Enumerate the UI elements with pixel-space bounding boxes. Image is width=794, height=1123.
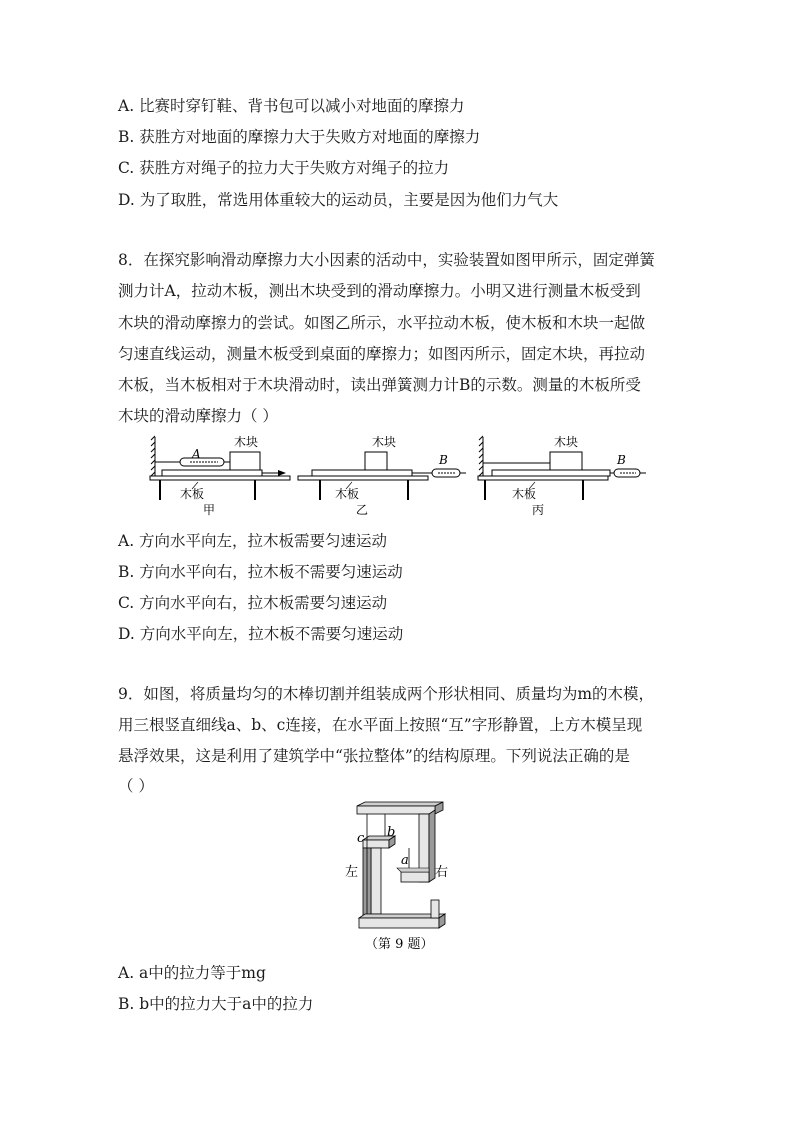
spring-scale-a [180,458,230,466]
panel-label-jia: 甲 [203,503,216,517]
q9-figure [335,800,465,955]
q8-stem-line-3: 木块的滑动摩擦力的尝试。如图乙所示，水平拉动木板，使木板和木块一起做 [118,314,646,332]
label-board-bing: 木板 [512,487,537,501]
label-board-jia: 木板 [180,487,205,501]
q8-option-b: B. 方向水平向右，拉木板不需要匀速运动 [118,563,403,581]
q7-option-c: C. 获胜方对绳子的拉力大于失败方对绳子的拉力 [118,159,450,177]
wood-block-yi [365,452,387,470]
wood-board-yi [312,470,412,476]
q8-figure [140,432,660,522]
wood-board-bing [492,470,610,476]
label-board-yi: 木板 [335,487,360,501]
label-left: 左 [345,865,359,880]
label-string-c: c [357,831,365,846]
label-block-yi: 木块 [372,435,397,449]
q9-stem-line-4: （ ） [118,777,154,795]
label-string-b: b [387,825,396,840]
label-right: 右 [435,865,449,880]
label-block-jia: 木块 [234,435,259,449]
q8-option-d: D. 方向水平向左，拉木板不需要匀速运动 [118,625,404,643]
label-spring-a: A [192,447,201,461]
q9-stem-line-2: 用三根竖直细线a、b、c连接，在水平面上按照“互”字形静置，上方木模呈现 [118,716,643,734]
spring-scale-b-bing [610,469,646,477]
q8-stem-line-4: 匀速直线运动，测量木板受到桌面的摩擦力；如图丙所示，固定木块，再拉动 [118,345,646,363]
wood-block-jia [230,452,260,470]
panel-label-bing: 丙 [532,503,545,517]
label-block-bing: 木块 [554,435,579,449]
q9-option-a: A. a中的拉力等于mg [118,964,266,982]
panel-bing [478,434,646,517]
panel-label-yi: 乙 [356,503,369,517]
q7-option-d: D. 为了取胜，常选用体重较大的运动员，主要是因为他们力气大 [118,191,559,209]
q8-option-a: A. 方向水平向左，拉木板需要匀速运动 [118,532,388,550]
panel-jia [150,434,290,517]
label-spring-b-yi: B [439,453,448,467]
q8-stem-line-5: 木板，当木板相对于木块滑动时，读出弹簧测力计B的示数。测量的木板所受 [118,376,641,394]
wood-block-bing [550,452,582,470]
q8-option-c: C. 方向水平向右，拉木板需要匀速运动 [118,594,388,612]
wood-board-jia [162,470,262,476]
panel-yi [298,434,466,517]
q8-stem-line-1: 8．在探究影响滑动摩擦力大小因素的活动中，实验装置如图甲所示，固定弹簧 [118,251,655,269]
q7-option-b: B. 获胜方对地面的摩擦力大于失败方对地面的摩擦力 [118,128,481,146]
q7-option-a: A. 比赛时穿钉鞋、背书包可以减小对地面的摩擦力 [118,97,465,115]
q9-stem-line-1: 9．如图，将质量均匀的木棒切割并组装成两个形状相同、质量均为m的木模， [118,685,655,703]
label-string-a: a [401,853,409,868]
q8-stem-line-2: 测力计A，拉动木板，测出木块受到的滑动摩擦力。小明又进行测量木板受到 [118,282,641,300]
q9-option-b: B. b中的拉力大于a中的拉力 [118,995,314,1013]
q8-stem-line-6: 木块的滑动摩擦力（ ） [118,407,278,425]
q9-stem-line-3: 悬浮效果，这是利用了建筑学中“张拉整体”的结构原理。下列说法正确的是 [118,747,630,765]
figure-caption: （第 9 题） [365,937,434,952]
label-spring-b-bing: B [617,453,626,467]
